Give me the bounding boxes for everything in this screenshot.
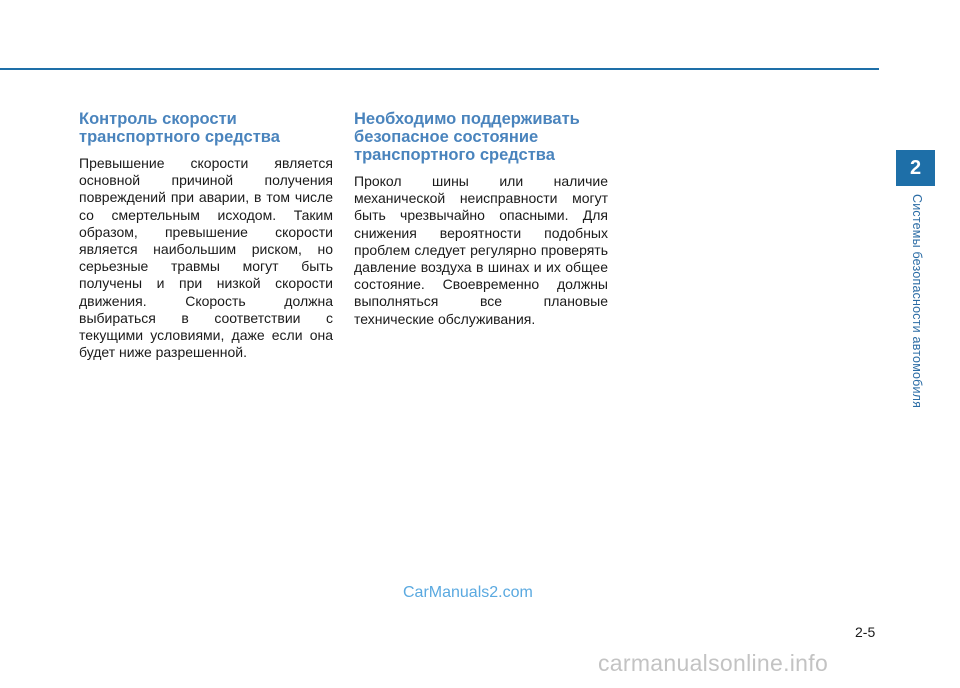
heading-line: транспортного средства <box>79 128 280 146</box>
heading-line: транспортного средства <box>354 146 555 164</box>
site-watermark[interactable]: CarManuals2.com <box>403 584 533 601</box>
chapter-number-badge: 2 <box>896 150 935 186</box>
section-body-text: Прокол шины или наличие механической неисправности могут быть чрезвычайно опасными. Для снижения вероятности подобных проблем следует регулярно проверять давление воздуха в шинах и их общее состояние. Своевременно должны выполняться все плановые технические обслуживания. <box>354 173 608 327</box>
page-number: 2-5 <box>855 624 876 640</box>
section-heading <box>354 110 608 164</box>
footer-watermark[interactable]: carmanualsonline.info <box>598 650 829 676</box>
chapter-side-title: Системы безопасности автомобиля <box>910 194 924 409</box>
heading-line: Контроль скорости <box>79 110 237 128</box>
top-divider <box>0 68 879 70</box>
section-vehicle-condition <box>354 110 608 328</box>
section-body-text: Превышение скорости является основной причиной получения повреждений при аварии, в том числе со смертельным исходом. Таким образом, превышение скорости является наибольшим риском, но серьезные травмы могут быть получены и при низкой скорости движения. Скорость должна выбираться в соответствии с текущими условиями, даже если она будет ниже разрешенной. <box>79 155 333 361</box>
heading-line: безопасное состояние <box>354 128 539 146</box>
section-heading <box>79 110 333 146</box>
heading-line: Необходимо поддерживать <box>354 110 580 128</box>
section-speed-control <box>79 110 333 361</box>
